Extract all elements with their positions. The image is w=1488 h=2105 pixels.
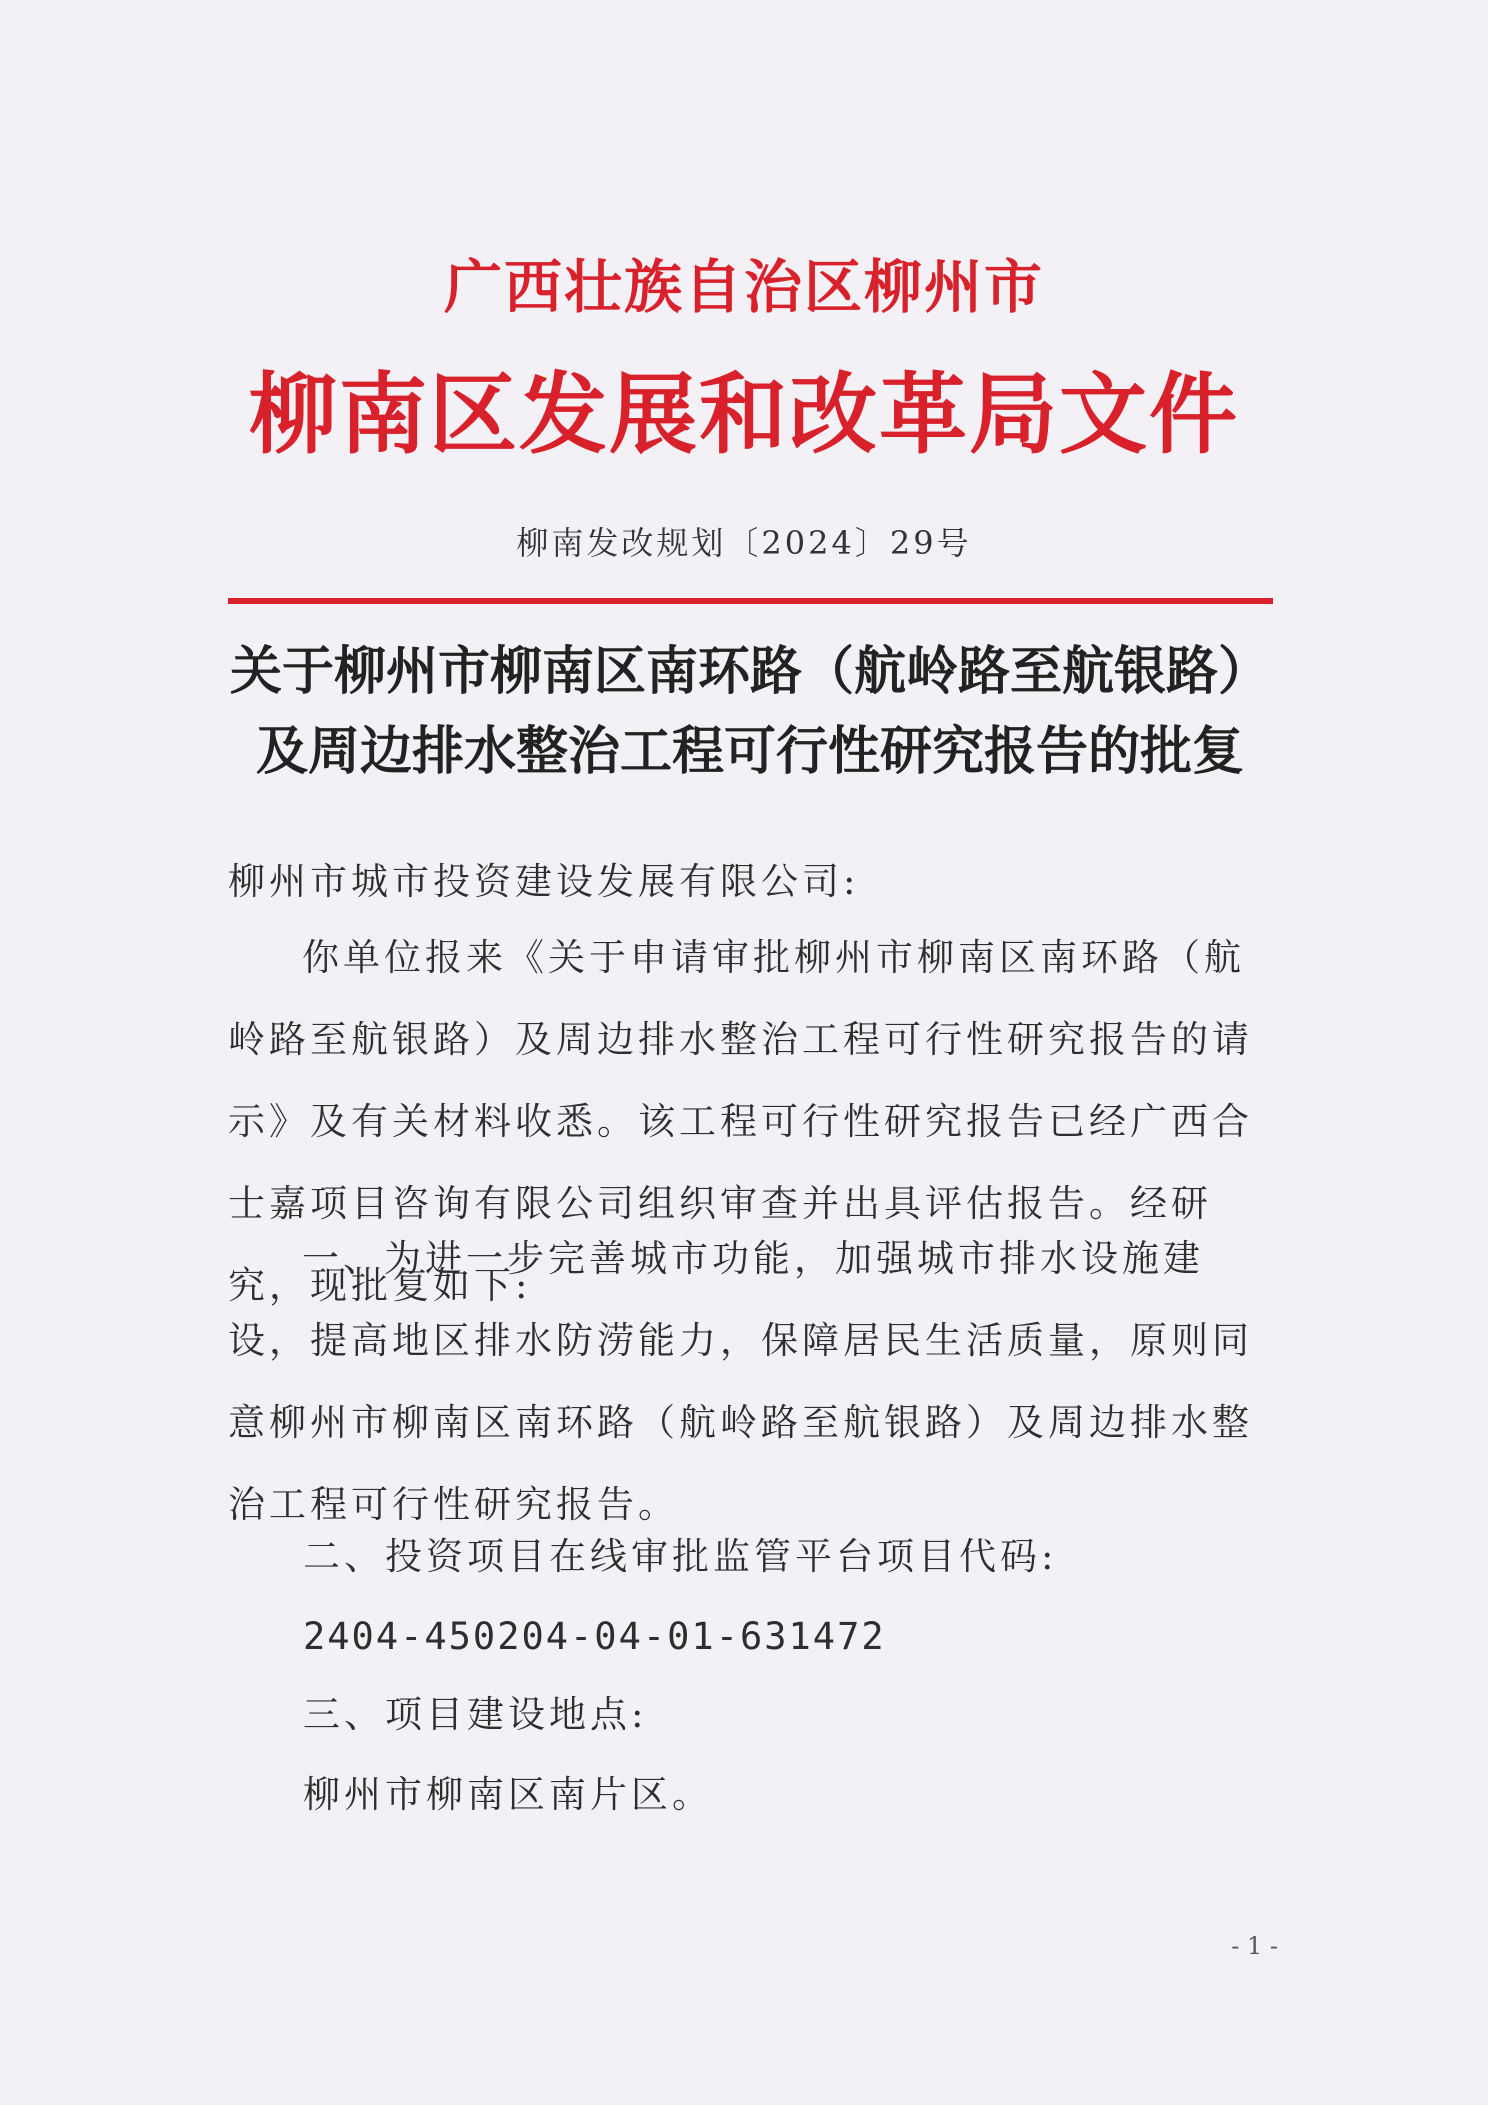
- salutation: 柳州市城市投资建设发展有限公司:: [228, 860, 860, 903]
- title-line-2: 及周边排水整治工程可行性研究报告的批复: [255, 721, 1244, 782]
- project-code: 2404-450204-04-01-631472: [303, 1615, 886, 1658]
- issuer-title: 柳南区发展和改革局文件: [248, 363, 1239, 466]
- red-divider: [228, 598, 1273, 604]
- project-location: 柳州市柳南区南片区。: [303, 1773, 713, 1816]
- paragraph-1: 你单位报来《关于申请审批柳州市柳南区南环路（航岭路至航银路）及周边排水整治工程可行性研究报告的请示》及有关材料收悉。该工程可行性研究报告已经广西合士嘉项目咨询有限公司组织审查并出具评估报告。经研究，现批复如下:: [228, 936, 1253, 1307]
- page-number: - 1 -: [1231, 1932, 1278, 1960]
- paragraph-2: 一、为进一步完善城市功能，加强城市排水设施建设，提高地区排水防涝能力，保障居民生活质量，原则同意柳州市柳南区南环路（航岭路至航银路）及周边排水整治工程可行性研究报告。: [228, 1237, 1253, 1526]
- issuer-region: 广西壮族自治区柳州市: [443, 253, 1044, 321]
- document-title: [200, 632, 1300, 792]
- title-line-1: 关于柳州市柳南区南环路（航岭路至航银路）: [229, 641, 1270, 702]
- section-2-heading: 二、投资项目在线审批监管平台项目代码:: [303, 1535, 1058, 1578]
- section-3-heading: 三、项目建设地点:: [303, 1693, 648, 1736]
- document-number: 柳南发改规划〔2024〕29号: [516, 524, 972, 562]
